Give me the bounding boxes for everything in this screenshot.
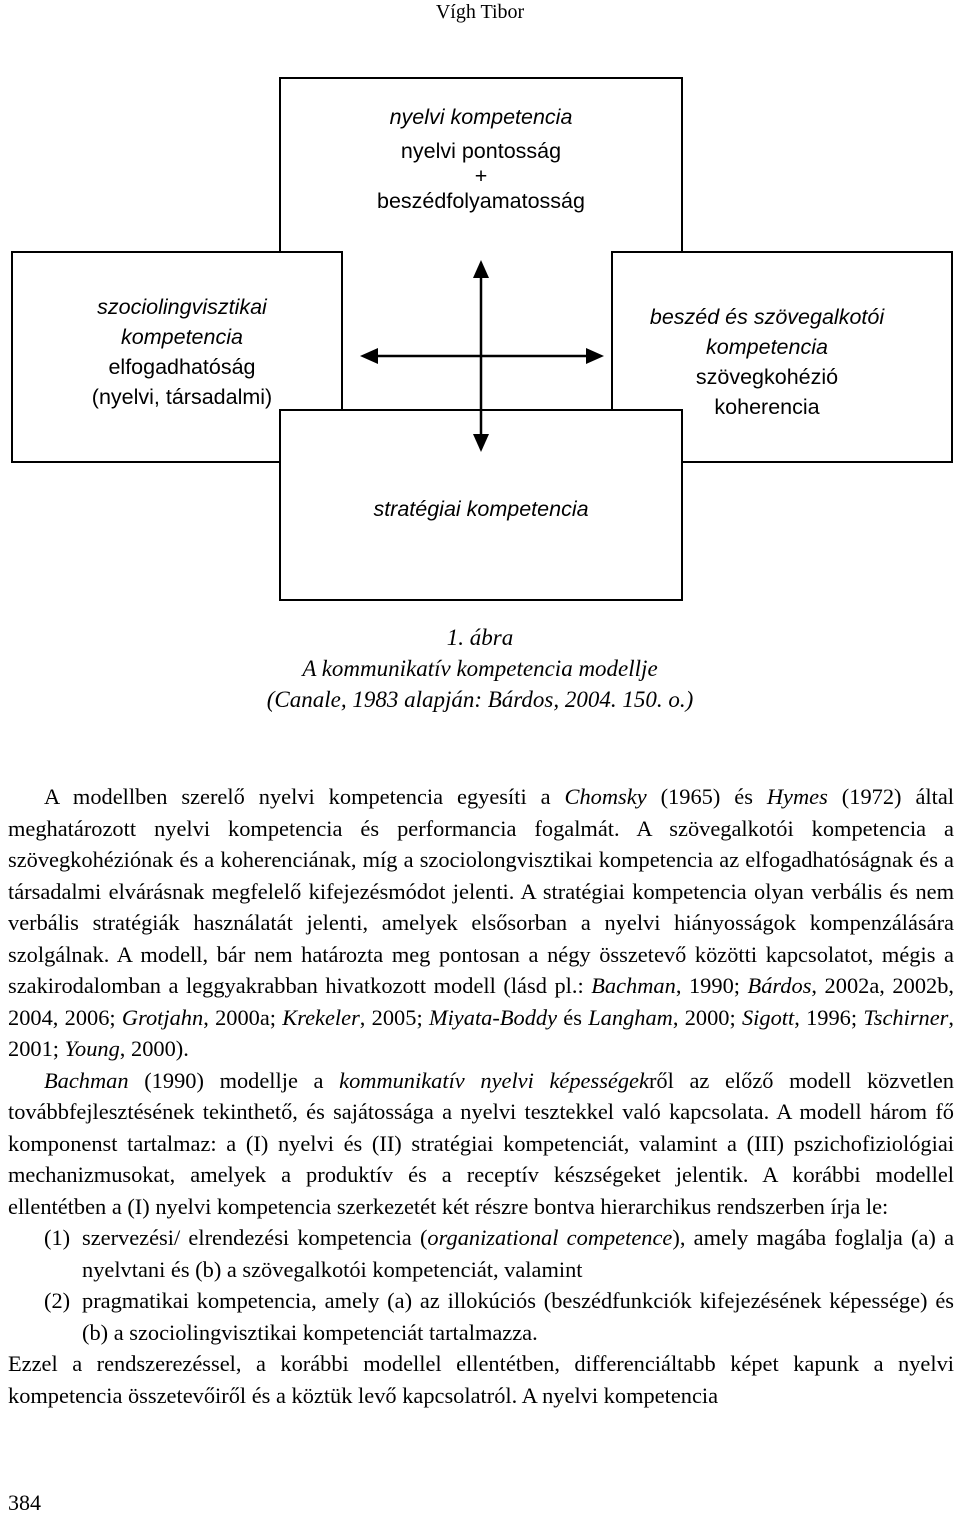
text-run: , 2002a, 2002b, 2004, 2006; xyxy=(8,973,955,1030)
text-run: , 2000; xyxy=(672,1004,742,1030)
text-run: A modellben szerelő nyelvi kompetencia egyesíti a xyxy=(44,784,565,809)
text-run: , 1990; xyxy=(675,973,748,998)
text-run: (1965) és xyxy=(646,784,767,809)
right-box-line1: szövegkohézió xyxy=(695,365,839,389)
bottom-box xyxy=(280,494,682,524)
caption-title: A kommunikatív kompetencia modellje xyxy=(302,656,658,681)
figure-caption xyxy=(0,622,960,715)
text-run: ről az előző modell közvetlen továbbfejlesztésének tekinthető, és sajátossága a nyelvi tesztekkel való kapcsolata. A modell három fő komponenst tartalmaz: a (I) nyelvi és (II) stratégiai kompetenciát, valamint a (III) pszichofiziológiai mechanizmusokat, amelyek a produktív és a receptív készségeket jelentik. A korábbi modellel ellentétben a (I) nyelvi kompetencia szerkezetét két részre bontva hierarchikus rendszerben írja le: xyxy=(8,1067,954,1219)
text-run: , 2000a; xyxy=(203,1004,283,1030)
right-box-line2: koherencia xyxy=(714,395,820,419)
list-item xyxy=(8,1222,954,1285)
left-box-title-2: kompetencia xyxy=(121,325,243,349)
caption-source: (Canale, 1983 alapján: Bárdos, 2004. 150. o.) xyxy=(266,687,694,712)
left-box xyxy=(48,292,316,412)
citation-author: Bárdos xyxy=(747,973,812,998)
right-box-title-2: kompetencia xyxy=(706,335,828,359)
text-run: , 1996; xyxy=(794,1004,864,1030)
list-item-text xyxy=(82,1222,954,1285)
body-text xyxy=(8,781,954,1411)
page-number: 384 xyxy=(8,1490,41,1515)
text-run: pragmatikai kompetencia, amely (a) az illokúciós (beszédfunkciók kifejezésének képessége) és (b) a szociolingvisztikai kompetenciát tartalmazza. xyxy=(82,1288,954,1345)
text-run: ), amely magába foglalja (a) a nyelvtani és (b) a szövegalkotói kompetenciát, valamint xyxy=(82,1225,955,1282)
paragraph-2 xyxy=(8,1065,954,1223)
paragraph-1 xyxy=(8,781,954,1065)
list-item xyxy=(8,1285,954,1348)
citation-author: Miyata-Boddy xyxy=(428,1004,558,1030)
text-run: (1972) által meghatározott nyelvi kompetencia és performancia fogalmát. A szövegalkotói kompetencia a szövegkohéziónak és a koherenciának, míg a szociolongvisztikai kompetencia az elfogadhatóságnak és a társadalmi elvárásnak megfelelő kifejezésmódot jelenti. A stratégiai kompetencia olyan verbális és nem verbális stratégiák használatát jelenti, amelyek elsősorban a nyelvi hiányosságok kompenzálására szolgálnak. A modell, bár nem határozta meg pontosan a négy összetevő közötti kapcsolatot, mégis a szakirodalomban a leggyakrabban hivatkozott modell (lásd pl.: xyxy=(8,784,954,998)
right-box xyxy=(622,302,912,422)
top-box xyxy=(280,102,682,216)
caption-figure-number: 1. ábra xyxy=(446,625,514,650)
citation-author: Tschirner xyxy=(863,1004,949,1030)
list-item-number: (2) xyxy=(44,1288,71,1313)
paragraph-3: Ezzel a rendszerezéssel, a korábbi modellel ellentétben, differenciáltabb képet kapunk a nyelvi kompetencia összetevőiről és a köztük levő kapcsolatról. A nyelvi kompetencia xyxy=(8,1351,954,1408)
citation-author: Bachman xyxy=(591,973,676,998)
citation-author: Bachman xyxy=(44,1067,129,1093)
top-box-line2: beszédfolyamatosság xyxy=(377,189,585,213)
emphasis: organizational competence xyxy=(427,1225,673,1250)
citation-author: Chomsky xyxy=(564,784,647,809)
citation-author: Hymes xyxy=(766,784,828,809)
top-box-line1: nyelvi pontosság xyxy=(400,139,562,163)
competence-diagram xyxy=(0,70,960,610)
list-item-text xyxy=(82,1285,954,1348)
citation-author: Sigott xyxy=(741,1004,795,1030)
text-run: , 2001; xyxy=(8,1004,955,1061)
emphasis: kommunikatív nyelvi képességek xyxy=(339,1067,649,1093)
left-box-line1: elfogadhatóság xyxy=(108,355,256,379)
list-item-number: (1) xyxy=(44,1225,71,1250)
text-run: és xyxy=(557,1004,589,1030)
text-run: , 2000). xyxy=(119,1036,189,1061)
citation-author: Grotjahn xyxy=(121,1004,204,1030)
right-box-title-1: beszéd és szövegalkotói xyxy=(649,305,885,329)
running-header: Vígh Tibor xyxy=(435,1,525,23)
left-box-line2: (nyelvi, társadalmi) xyxy=(91,385,273,409)
left-box-title-1: szociolingvisztikai xyxy=(97,295,267,319)
top-box-title: nyelvi kompetencia xyxy=(389,105,573,129)
citation-author: Langham xyxy=(588,1004,673,1030)
text-run: szervezési/ elrendezési kompetencia ( xyxy=(82,1225,428,1250)
text-run: (1990) modellje a xyxy=(128,1067,340,1093)
citation-author: Krekeler xyxy=(282,1004,360,1030)
text-run: , 2005; xyxy=(359,1004,429,1030)
citation-author: Young xyxy=(64,1036,120,1061)
bottom-box-title: stratégiai kompetencia xyxy=(373,497,589,521)
top-box-plus: + xyxy=(474,164,488,188)
